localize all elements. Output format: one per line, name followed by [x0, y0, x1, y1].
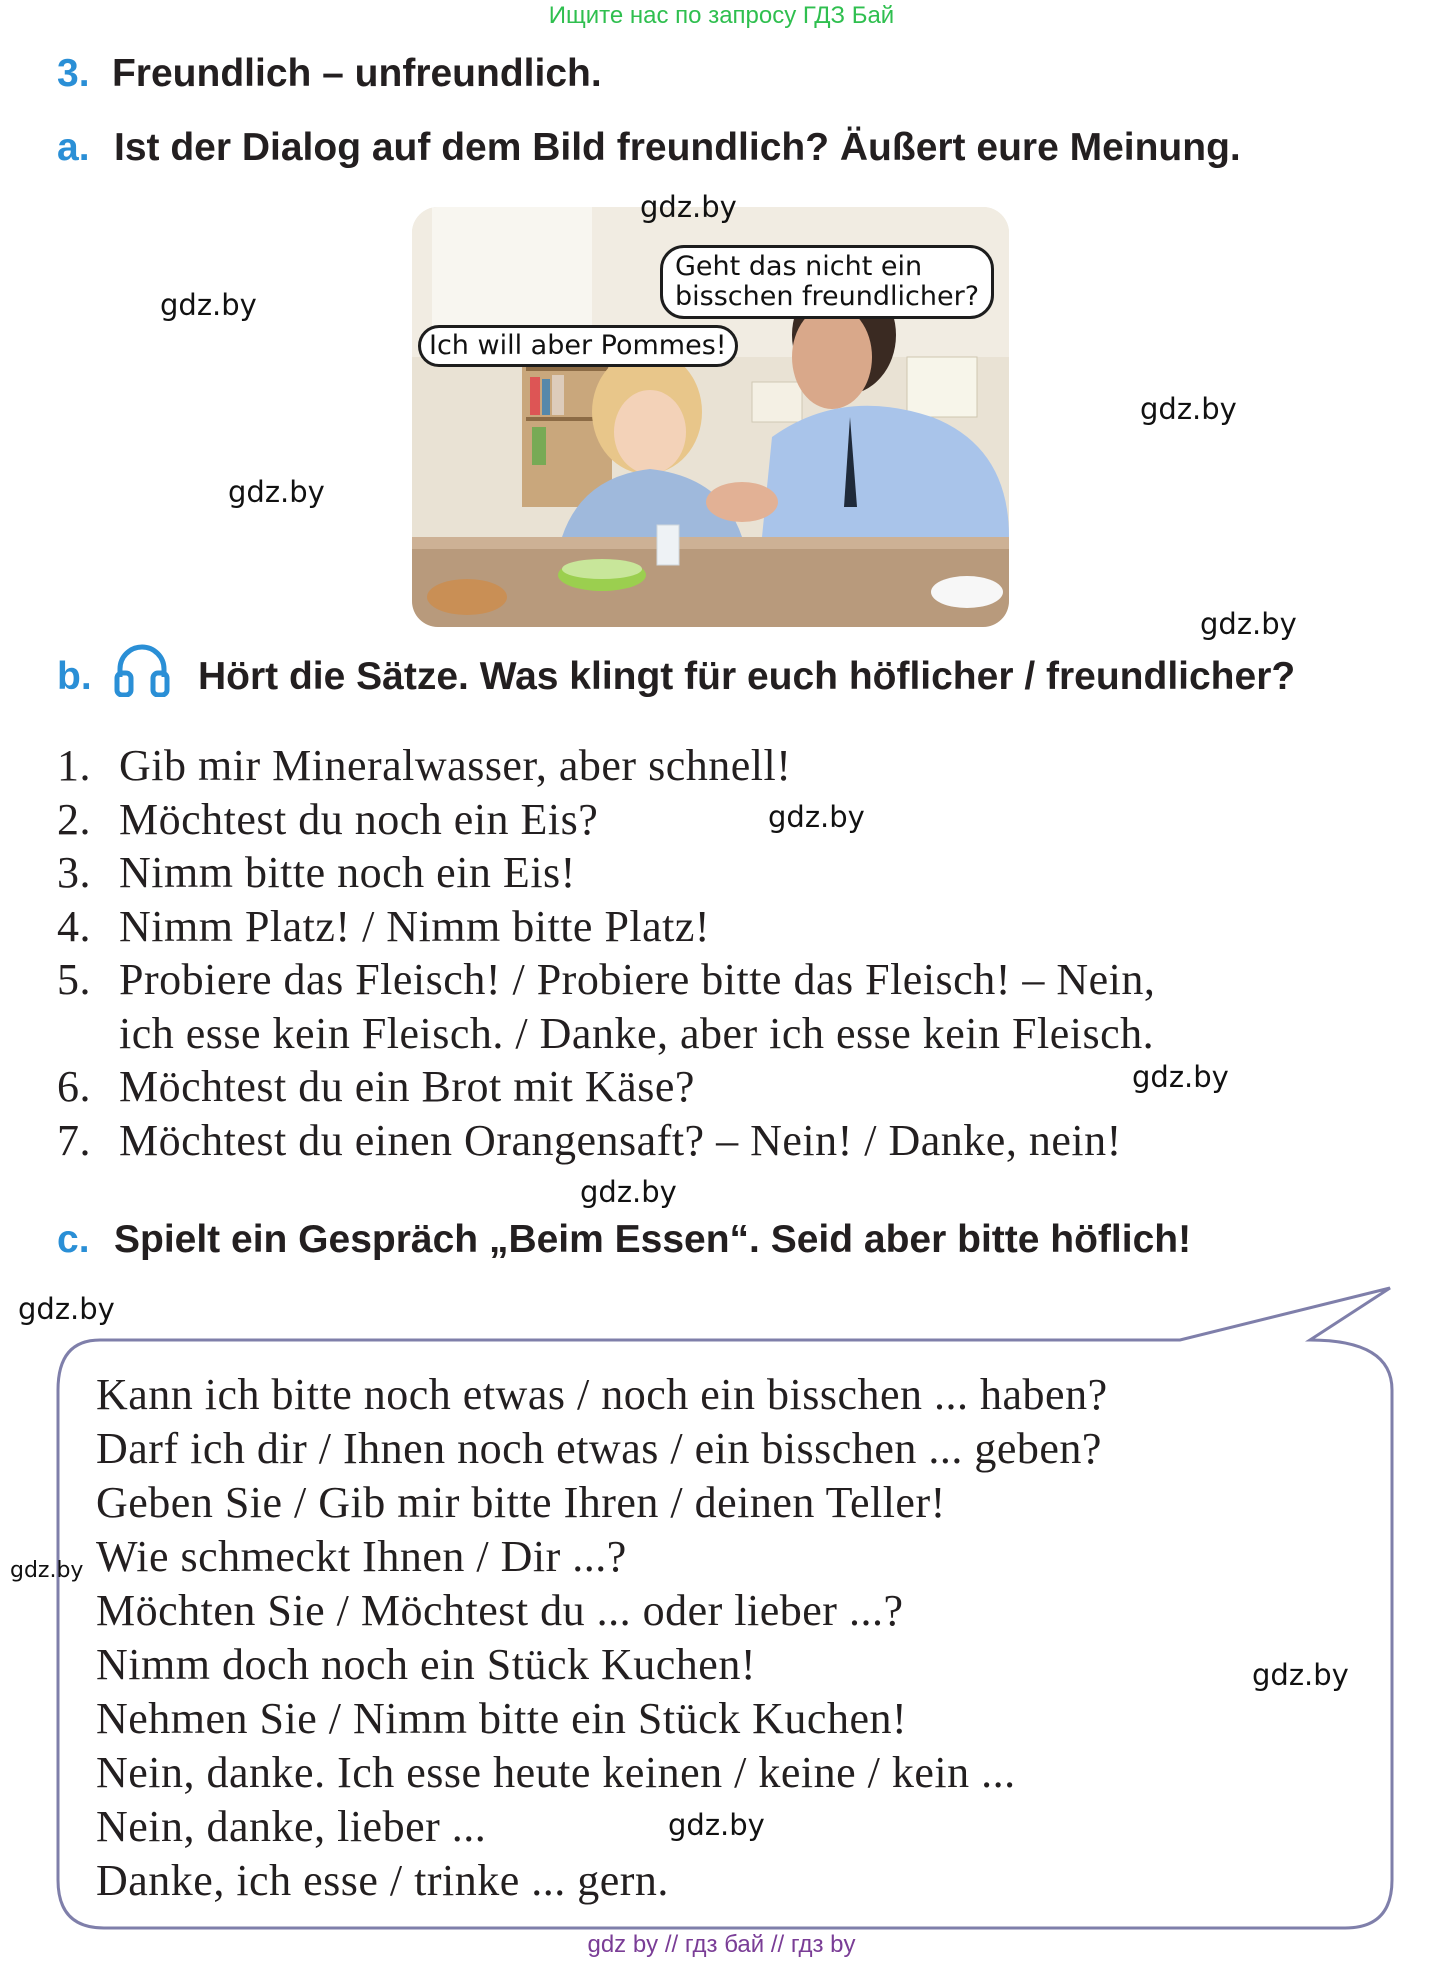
watermark: gdz.by — [1252, 1658, 1349, 1692]
list-item-text: Möchtest du einen Orangensaft? – Nein! / Danke, nein! — [119, 1115, 1122, 1165]
phrase: Darf ich dir / Ihnen noch etwas / ein bisschen ... geben? — [96, 1424, 1102, 1473]
part-a-text: Ist der Dialog auf dem Bild freundlich? Äußert eure Meinung. — [113, 126, 1241, 169]
list-item-number: 4. — [57, 901, 91, 951]
watermark: gdz.by — [580, 1175, 677, 1209]
list-item-text: ich esse kein Fleisch. / Danke, aber ich esse kein Fleisch. — [119, 1008, 1155, 1058]
watermark: gdz.by — [18, 1292, 115, 1326]
watermark: gdz.by — [228, 475, 325, 509]
phrase: Kann ich bitte noch etwas / noch ein bisschen ... haben? — [96, 1370, 1108, 1419]
phrase: Möchten Sie / Möchtest du ... oder lieber ...? — [96, 1586, 904, 1635]
list-item-text: Gib mir Mineralwasser, aber schnell! — [119, 741, 792, 790]
watermark: gdz.by — [640, 190, 737, 224]
watermark: gdz.by — [768, 800, 865, 834]
task-number: 3. — [57, 52, 90, 95]
watermark: gdz.by — [1132, 1060, 1229, 1094]
phrase: Danke, ich esse / trinke ... gern. — [96, 1856, 669, 1905]
watermark: gdz.by — [160, 288, 257, 322]
list-item-number: 2. — [57, 794, 91, 844]
phrase: Geben Sie / Gib mir bitte Ihren / deinen Teller! — [96, 1478, 946, 1527]
watermark: gdz.by — [668, 1808, 765, 1842]
list-item-number: 5. — [57, 955, 91, 1004]
bubble-father-line-2: bisschen freundlicher? — [675, 281, 980, 312]
list-item-text: Probiere das Fleisch! / Probiere bitte das Fleisch! – Nein, — [119, 955, 1156, 1004]
list-item-text: Nimm bitte noch ein Eis! — [119, 848, 576, 897]
watermark: gdz.by — [10, 1558, 84, 1583]
top-banner[interactable]: Ищите нас по запросу ГДЗ Бай — [548, 2, 895, 29]
list-item-number: 1. — [57, 741, 91, 790]
phrase: Nehmen Sie / Nimm bitte ein Stück Kuchen! — [96, 1694, 908, 1743]
part-b-letter: b. — [57, 655, 92, 698]
task-title: Freundlich – unfreundlich. — [111, 52, 602, 95]
phrase: Nimm doch noch ein Stück Kuchen! — [96, 1640, 756, 1689]
list-item-number: 7. — [57, 1115, 91, 1165]
phrase: Nein, danke. Ich esse heute keinen / keine / kein ... — [96, 1748, 1016, 1797]
part-c-letter: c. — [57, 1218, 90, 1261]
list-item-text: Möchtest du noch ein Eis? — [119, 794, 599, 844]
list-item-text: Möchtest du ein Brot mit Käse? — [119, 1062, 695, 1111]
part-b-text: Hört die Sätze. Was klingt für euch höflicher / freundlicher? — [198, 655, 1296, 698]
list-item-text: Nimm Platz! / Nimm bitte Platz! — [119, 901, 711, 951]
watermark: gdz.by — [1200, 607, 1297, 641]
phrase: Wie schmeckt Ihnen / Dir ...? — [96, 1532, 627, 1581]
footer-links[interactable]: gdz by // гдз бай // гдз by — [587, 1931, 856, 1958]
phrase-list — [96, 1368, 1108, 1908]
watermark: gdz.by — [1140, 392, 1237, 426]
phrase: Nein, danke, lieber ... — [96, 1802, 487, 1851]
list-item-number: 6. — [57, 1062, 91, 1111]
bubble-father-line-1: Geht das nicht ein — [675, 251, 923, 282]
part-c-text: Spielt ein Gespräch „Beim Essen“. Seid aber bitte höflich! — [113, 1218, 1192, 1261]
part-a-letter: a. — [57, 126, 90, 169]
list-item-number: 3. — [57, 848, 91, 897]
bubble-girl: Ich will aber Pommes! — [418, 325, 738, 367]
